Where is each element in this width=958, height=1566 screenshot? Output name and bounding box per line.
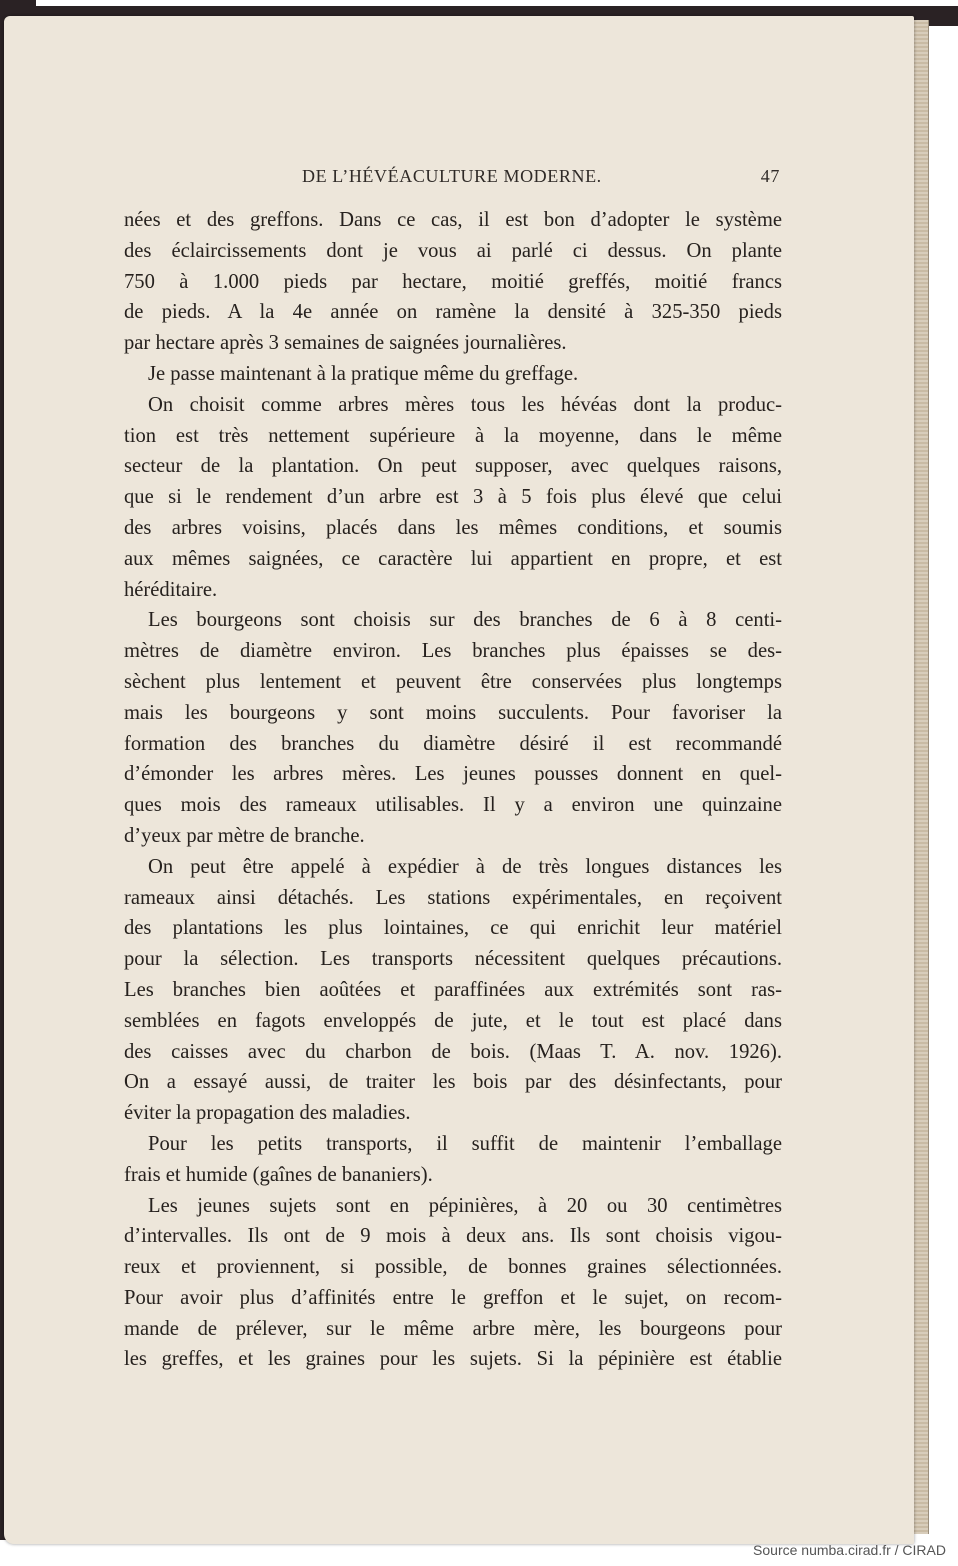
text-line: nées et des greffons. Dans ce cas, il est bon d’adopter le système xyxy=(124,209,782,231)
text-line: mande de prélever, sur le même arbre mère, les bourgeons pour xyxy=(124,1317,782,1340)
text-line: rameaux ainsi détachés. Les stations expérimentales, en reçoivent xyxy=(124,886,782,909)
text-line: semblées en fagots enveloppés de jute, et le tout est placé dans xyxy=(124,1009,782,1032)
text-line: que si le rendement d’un arbre est 3 à 5 fois plus élevé que celui xyxy=(124,486,782,509)
text-line: On peut être appelé à expédier à de très longues distances les xyxy=(148,855,782,878)
text-line: On choisit comme arbres mères tous les hévéas dont la produc- xyxy=(148,393,782,416)
text-line: 750 à 1.000 pieds par hectare, moitié greffés, moitié francs xyxy=(124,270,782,293)
text-line: mais les bourgeons y sont moins succulents. Pour favoriser la xyxy=(124,701,782,724)
text-line: des caisses avec du charbon de bois. (Maas T. A. nov. 1926). xyxy=(124,1040,782,1063)
text-line: héréditaire. xyxy=(124,578,218,601)
text-line: Les branches bien aoûtées et paraffinées aux extrémités sont ras- xyxy=(124,978,782,1001)
text-line: des plantations les plus lointaines, ce qui enrichit leur matériel xyxy=(124,917,782,940)
body-text xyxy=(124,205,782,1375)
text-line: des arbres voisins, placés dans les mêmes conditions, et soumis xyxy=(124,516,782,539)
text-line: éviter la propagation des maladies. xyxy=(124,1102,411,1125)
text-line: d’intervalles. Ils ont de 9 mois à deux ans. Ils sont choisis vigou- xyxy=(124,1225,782,1248)
text-line: d’yeux par mètre de branche. xyxy=(124,824,365,847)
text-line: Les bourgeons sont choisis sur des branches de 6 à 8 centi- xyxy=(148,609,782,632)
text-line: Pour avoir plus d’affinités entre le greffon et le sujet, on recom- xyxy=(124,1286,782,1309)
text-line: sèchent plus lentement et peuvent être conservées plus longtemps xyxy=(124,670,782,693)
text-line: reux et proviennent, si possible, de bonnes graines sélectionnées. xyxy=(124,1256,782,1279)
running-title: DE L’HÉVÉACULTURE MODERNE. xyxy=(302,166,602,186)
text-line: pour la sélection. Les transports nécessitent quelques précautions. xyxy=(124,948,782,971)
text-line: On a essayé aussi, de traiter les bois par des désinfectants, pour xyxy=(124,1071,782,1094)
text-line: tion est très nettement supérieure à la moyenne, dans le même xyxy=(124,424,782,447)
running-head xyxy=(124,166,784,192)
text-line: mètres de diamètre environ. Les branches plus épaisses se des- xyxy=(124,640,782,663)
text-line: Pour les petits transports, il suffit de maintenir l’emballage xyxy=(148,1132,782,1155)
text-line: Je passe maintenant à la pratique même du greffage. xyxy=(148,362,579,385)
text-line: d’émonder les arbres mères. Les jeunes pousses donnent en quel- xyxy=(124,763,782,786)
source-credit: Source numba.cirad.fr / CIRAD xyxy=(753,1542,946,1558)
text-line: formation des branches du diamètre désiré il est recommandé xyxy=(124,732,782,755)
text-line: ques mois des rameaux utilisables. Il y a environ une quinzaine xyxy=(124,794,782,817)
text-line: des éclaircissements dont je vous ai parlé ci dessus. On plante xyxy=(124,239,782,262)
text-line: par hectare après 3 semaines de saignées journalières. xyxy=(124,332,567,355)
text-line: frais et humide (gaînes de bananiers). xyxy=(124,1163,433,1186)
text-line: secteur de la plantation. On peut supposer, avec quelques raisons, xyxy=(124,455,782,478)
text-line: les greffes, et les graines pour les sujets. Si la pépinière est établie xyxy=(124,1348,782,1371)
text-line: de pieds. A la 4e année on ramène la densité à 325-350 pieds xyxy=(124,301,782,324)
text-line: aux mêmes saignées, ce caractère lui appartient en propre, et est xyxy=(124,547,782,570)
text-line: Les jeunes sujets sont en pépinières, à 20 ou 30 centimètres xyxy=(148,1194,782,1217)
page-number: 47 xyxy=(760,166,780,186)
